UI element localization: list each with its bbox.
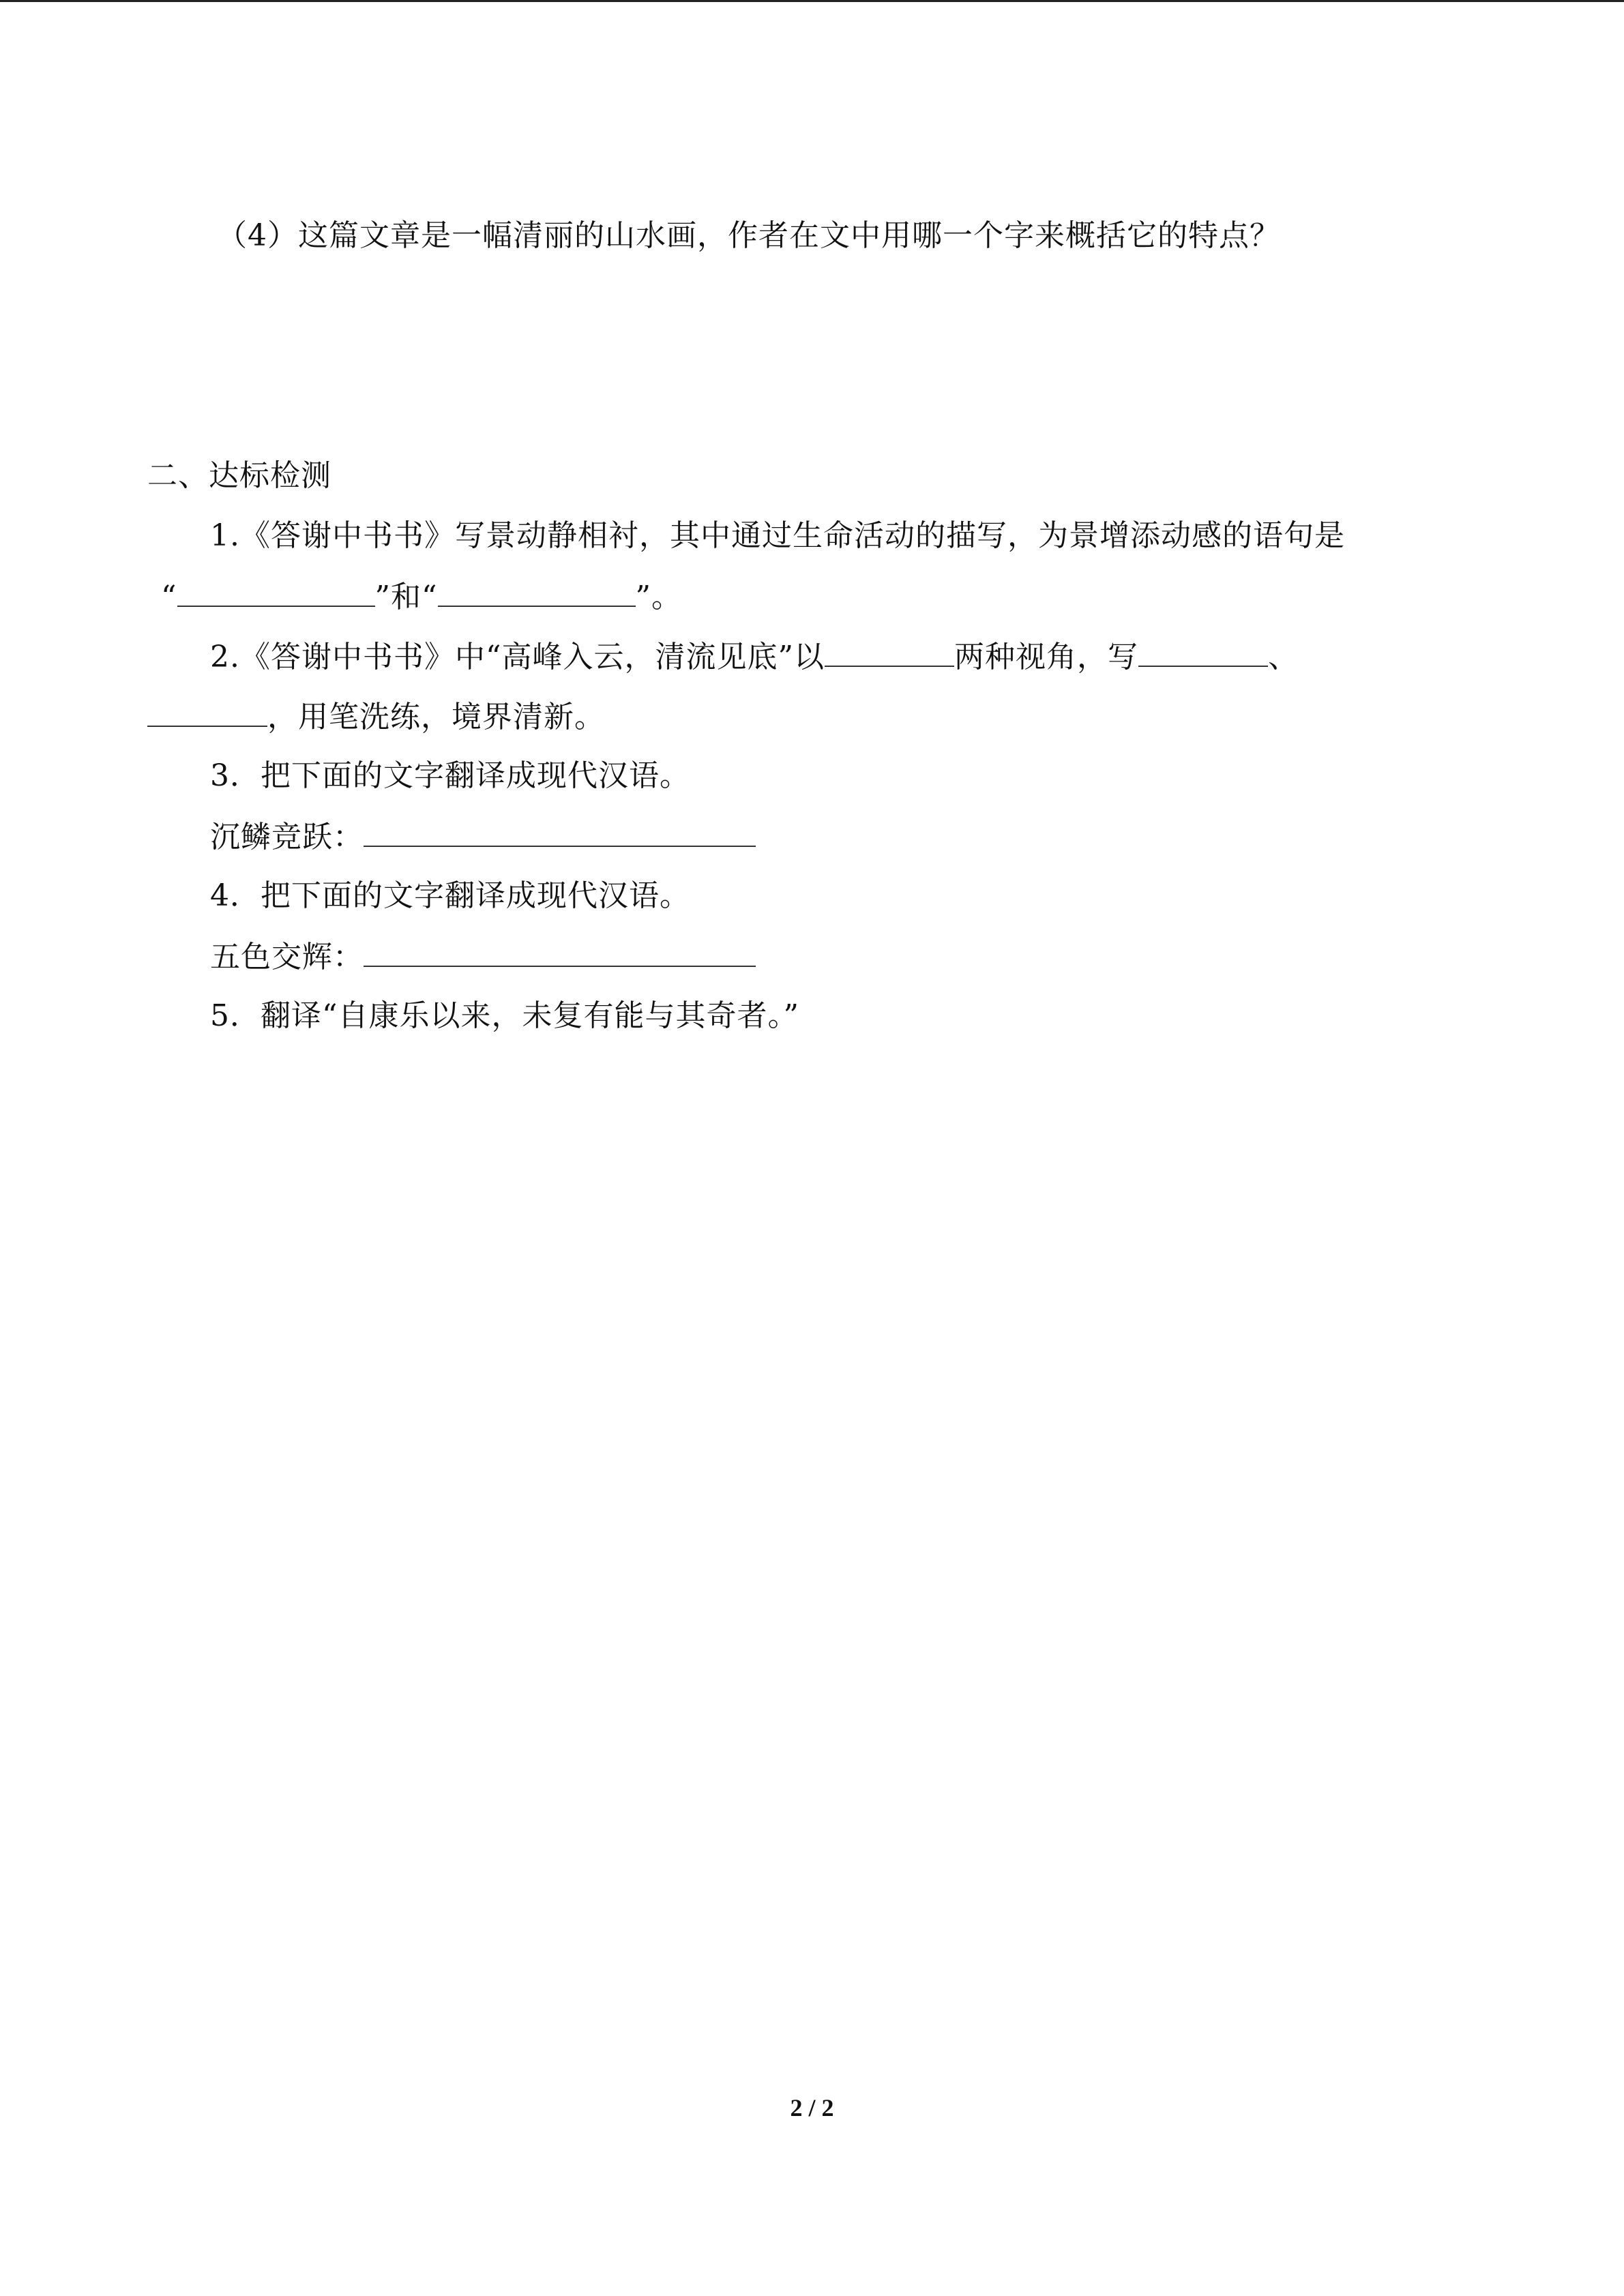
question-4-text: （4）这篇文章是一幅清丽的山水画，作者在文中用哪一个字来概括它的特点？ bbox=[217, 218, 1280, 253]
item-3-line-1: 3．把下面的文字翻译成现代汉语。 bbox=[210, 758, 690, 793]
answer-blank-2b[interactable] bbox=[1138, 636, 1268, 667]
question-4 bbox=[217, 215, 1280, 256]
item-1-line-2: “ ”和“ ”。 bbox=[161, 576, 682, 618]
answer-blank-3[interactable] bbox=[364, 816, 756, 847]
answer-blank-2c[interactable] bbox=[147, 696, 267, 727]
page-number: 2 / 2 bbox=[790, 2094, 834, 2121]
item-3-line-2: 沉鳞竞跃： bbox=[210, 816, 756, 858]
item-4-line-1: 4．把下面的文字翻译成现代汉语。 bbox=[210, 878, 690, 913]
answer-blank-1a[interactable] bbox=[177, 576, 375, 607]
answer-blank-1b[interactable] bbox=[438, 576, 636, 607]
item-5-line-1: 5．翻译“自康乐以来，未复有能与其奇者。” bbox=[210, 998, 799, 1033]
answer-blank-2a[interactable] bbox=[825, 636, 954, 667]
section-heading: 二、达标检测 bbox=[147, 458, 331, 493]
item-1-line-1: 1.《答谢中书书》写景动静相衬，其中通过生命活动的描写，为景增添动感的语句是 bbox=[210, 518, 1345, 553]
top-border-rule bbox=[0, 0, 1624, 2]
item-4-line-2: 五色交辉： bbox=[210, 936, 756, 978]
answer-blank-4[interactable] bbox=[364, 936, 756, 967]
item-2-line-1: 2.《答谢中书书》中“高峰入云，清流见底”以 两种视角，写 、 bbox=[210, 636, 1299, 678]
item-2-line-2: ，用笔洗练，境界清新。 bbox=[147, 696, 605, 738]
